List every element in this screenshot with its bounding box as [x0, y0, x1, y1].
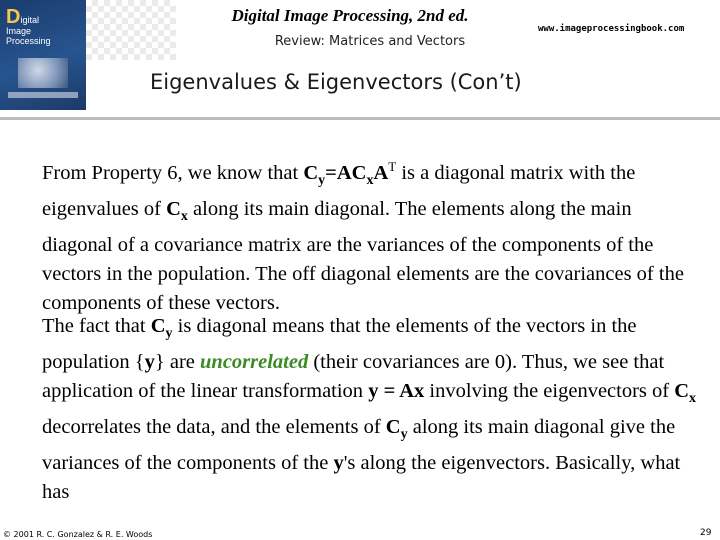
- p2-text-6: decorrelates the data, and the elements of: [42, 416, 386, 438]
- p1-subscript-y: y: [318, 172, 326, 188]
- p1-equation: =AC: [325, 161, 367, 184]
- p2-equation: y = Ax: [368, 380, 425, 402]
- p1-matrix-c2: C: [166, 197, 181, 220]
- cover-line3: Processing: [6, 36, 51, 46]
- p2-text-5: involving the eigenvectors of: [424, 380, 675, 402]
- p1-subscript-x: x: [366, 172, 374, 188]
- p1-matrix-a: A: [373, 161, 389, 184]
- paragraph-1: [42, 152, 702, 318]
- book-url: www.imageprocessingbook.com: [538, 24, 685, 34]
- header-checker-pattern: [86, 0, 176, 60]
- p1-text-3: along its main diagonal. The elements along the main diagonal of a covariance matrix are the variances of the components of the vectors in the population. The off diagonal elements are the covariances of the components of these vectors.: [42, 197, 684, 314]
- book-cover-image: [0, 0, 86, 110]
- cover-line2: Image: [6, 26, 32, 36]
- page-number: 29: [700, 528, 712, 538]
- p2-text-8: 's along the eigenvectors. Basically, what has: [42, 452, 681, 503]
- p2-text-4: (their covariances are 0). Thus, we see that application of the linear transformation: [42, 351, 665, 402]
- p1-matrix-c: C: [303, 161, 319, 184]
- paragraph-2: [42, 312, 702, 507]
- p2-text-1: The fact that: [42, 315, 151, 337]
- slide-title: Eigenvalues & Eigenvectors (Con’t): [150, 70, 522, 94]
- cover-line1: igital: [20, 15, 39, 25]
- p2-subscript-x2: x: [689, 391, 697, 406]
- p2-text-3: } are: [154, 351, 201, 373]
- title-divider: [0, 117, 720, 120]
- uncorrelated-emphasis: uncorrelated: [200, 351, 309, 373]
- p2-vector-ys: y: [333, 452, 344, 474]
- p2-matrix-c2: C: [674, 380, 690, 402]
- chapter-subtitle: Review: Matrices and Vectors: [274, 34, 466, 49]
- p2-vector-y: y: [144, 351, 155, 373]
- p2-subscript-y: y: [165, 326, 173, 341]
- p1-subscript-x2: x: [180, 208, 188, 224]
- p1-text-1: From Property 6, we know that: [42, 161, 304, 184]
- book-cover-art: [18, 58, 68, 88]
- p2-subscript-y3: y: [400, 427, 408, 442]
- p2-matrix-c: C: [150, 315, 166, 337]
- cover-letter: D: [6, 6, 21, 28]
- p1-text-2: is a diagonal matrix with the eigenvalues of: [42, 161, 636, 220]
- p1-transpose: T: [388, 159, 397, 174]
- book-title: Digital Image Processing, 2nd ed.: [231, 6, 469, 25]
- p2-text-7: along its main diagonal give the variances of the components of the: [42, 416, 676, 474]
- copyright-notice: © 2001 R. C. Gonzalez & R. E. Woods: [3, 530, 153, 539]
- book-cover-title: [6, 8, 51, 46]
- p2-matrix-c3: C: [385, 416, 401, 438]
- p2-text-2: is diagonal means that the elements of the vectors in the population {: [42, 315, 637, 373]
- book-cover-authors: [8, 92, 78, 98]
